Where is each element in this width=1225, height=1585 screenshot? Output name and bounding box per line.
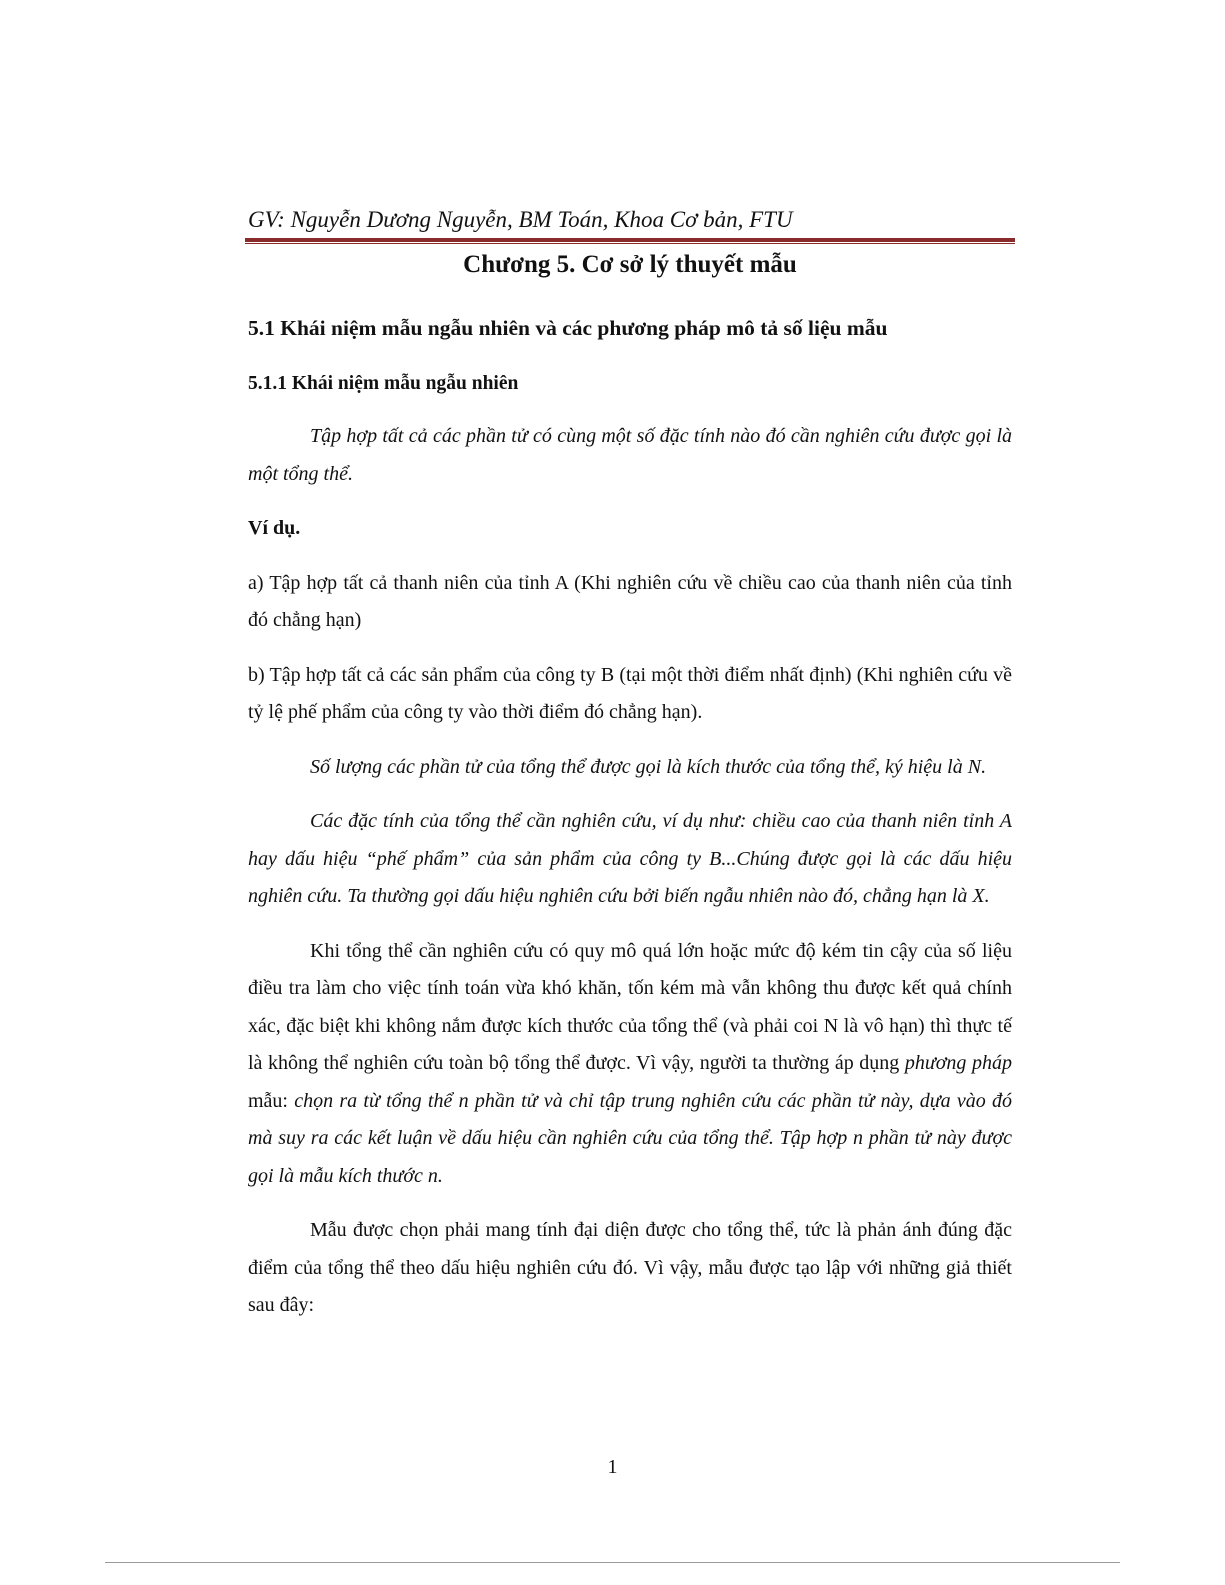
definition-size: Số lượng các phần tử của tổng thể được gọi là kích thước của tổng thể, ký hiệu là N. xyxy=(310,755,987,778)
page-header xyxy=(248,204,1012,245)
page-number: 1 xyxy=(607,1456,618,1478)
representative-paragraph: Mẫu được chọn phải mang tính đại diện được cho tổng thể, tức là phản ánh đúng đặc điểm của tổng thể theo dấu hiệu nghiên cứu đó. Vì vậy, mẫu được tạo lập với những giả thiết sau đây: xyxy=(248,1219,1012,1316)
sampling-paragraph xyxy=(248,933,1012,1196)
header-rule-thin xyxy=(245,243,1015,244)
example-label: Ví dụ. xyxy=(248,517,301,539)
bottom-rule xyxy=(105,1562,1120,1563)
sampling-definition: chọn ra từ tổng thể n phần tử và chỉ tập trung nghiên cứu các phần tử này, dựa vào đó mà suy ra các kết luận về dấu hiệu cần nghiên cứu của tổng thể. Tập hợp n phần tử này được gọi là mẫu kích thước n. xyxy=(248,1089,1012,1187)
example-b: b) Tập hợp tất cả các sản phẩm của công ty B (tại một thời điểm nhất định) (Khi nghiên cứu về tỷ lệ phế phẩm của công ty vào thời điểm đó chẳng hạn). xyxy=(248,663,1012,723)
definition-population: Tập hợp tất cả các phần tử có cùng một số đặc tính nào đó cần nghiên cứu được gọi là một tổng thể. xyxy=(248,425,1012,485)
definition-characteristics: Các đặc tính của tổng thể cần nghiên cứu, ví dụ như: chiều cao của thanh niên tỉnh A hay dấu hiệu “phế phẩm” của sản phẩm của công ty B...Chúng được gọi là các dấu hiệu nghiên cứu. Ta thường gọi dấu hiệu nghiên cứu bởi biến ngẫu nhiên nào đó, chẳng hạn là X. xyxy=(248,810,1012,907)
section-title: 5.1 Khái niệm mẫu ngẫu nhiên và các phương pháp mô tả số liệu mẫu xyxy=(248,316,888,340)
sampling-method: phương pháp xyxy=(904,1052,1012,1074)
sampling-word: mẫu: xyxy=(248,1089,295,1112)
header-text: GV: Nguyễn Dương Nguyễn, BM Toán, Khoa Cơ bản, FTU xyxy=(248,207,793,232)
page-content xyxy=(248,204,1012,1325)
chapter-title: Chương 5. Cơ sở lý thuyết mẫu xyxy=(463,251,797,278)
example-a: a) Tập hợp tất cả thanh niên của tỉnh A (Khi nghiên cứu về chiều cao của thanh niên của tỉnh đó chẳng hạn) xyxy=(248,571,1012,631)
subsection-title: 5.1.1 Khái niệm mẫu ngẫu nhiên xyxy=(248,373,519,394)
header-rule-thick xyxy=(245,238,1015,242)
sampling-intro: Khi tổng thể cần nghiên cứu có quy mô quá lớn hoặc mức độ kém tin cậy của số liệu điều tra làm cho việc tính toán vừa khó khăn, tốn kém mà vẫn không thu được kết quả chính xác, đặc biệt khi không nắm được kích thước của tổng thể (và phải coi N là vô hạn) thì thực tế là không thể nghiên cứu toàn bộ tổng thể được. Vì vậy, người ta thường áp dụng xyxy=(248,939,1012,1074)
header-rule xyxy=(248,238,1012,245)
